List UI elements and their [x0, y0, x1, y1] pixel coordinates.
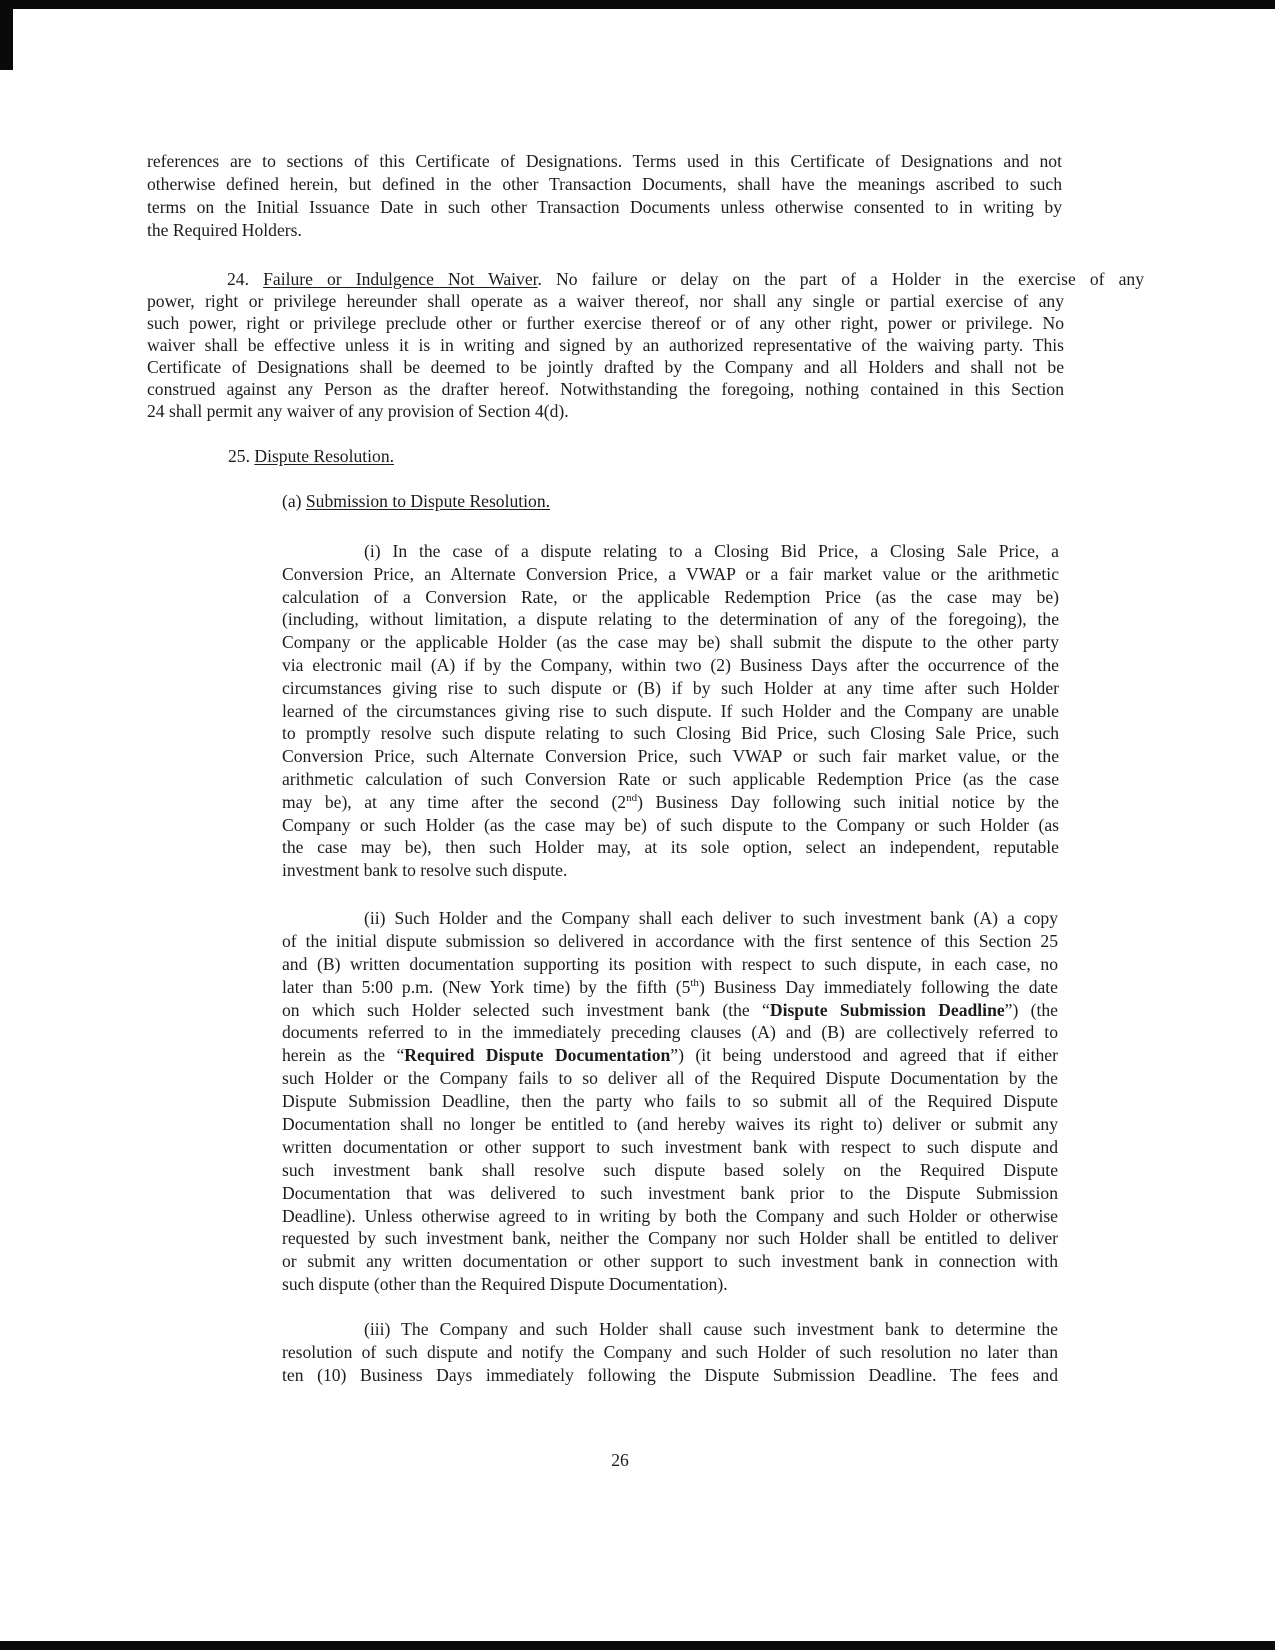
text-line: Company or the applicable Holder (as the case may be) shall submit the dispute to the other party — [282, 632, 1059, 653]
text-line: ten (10) Business Days immediately following the Dispute Submission Deadline. The fees and — [282, 1365, 1058, 1385]
text-line: such investment bank shall resolve such dispute based solely on the Required Dispute — [282, 1159, 1058, 1180]
text-line — [282, 976, 1058, 999]
paragraph-iii — [282, 1318, 1058, 1387]
text-line: (including, without limitation, a dispute relating to the determination of any of the foregoing), the — [282, 609, 1059, 630]
text-line — [282, 791, 1059, 814]
text-line: the Required Holders. — [147, 220, 302, 240]
text-line: and (B) written documentation supporting its position with respect to such dispute, in each case, no — [282, 953, 1058, 974]
text-line: circumstances giving rise to such dispute or (B) if by such Holder at any time after such Holder — [282, 677, 1059, 698]
subsection-title-end: . — [545, 491, 551, 511]
ordinal-suffix: nd — [626, 791, 638, 804]
subsection-a-heading — [282, 490, 550, 513]
text-line — [282, 999, 1058, 1022]
text-line: resolution of such dispute and notify the Company and such Holder of such resolution no later than — [282, 1342, 1058, 1362]
scan-border-top — [0, 0, 1275, 9]
text-line: documents referred to in the immediately preceding clauses (A) and (B) are collectively referred to — [282, 1022, 1058, 1043]
intro-paragraph — [147, 150, 1062, 242]
text-line: Company or such Holder (as the case may be) of such dispute to the Company or such Holder (as — [282, 814, 1059, 835]
section-24 — [147, 268, 1145, 422]
text-line: Conversion Price, such Alternate Conversion Price, such VWAP or such fair market value, or the — [282, 746, 1059, 767]
heading-line — [228, 445, 394, 468]
text-run: may be), at any time after the second (2 — [282, 791, 627, 812]
text-line: written documentation or other support to such investment bank with respect to such dispute and — [282, 1136, 1058, 1157]
text-line: of the initial dispute submission so delivered in accordance with the first sentence of this Section 25 — [282, 930, 1058, 951]
text-run: . No failure or delay on the part of a Holder in the exercise of any — [537, 269, 1145, 289]
subsection-label: (a) — [282, 491, 302, 511]
text-line: terms on the Initial Issuance Date in such other Transaction Documents unless otherwise consented to in writing by — [147, 197, 1062, 217]
text-line: construed against any Person as the drafter hereof. Notwithstanding the foregoing, nothing contained in this Section — [147, 379, 1064, 399]
section-title: Failure or Indulgence Not Waiver — [263, 269, 538, 289]
text-line: 24 shall permit any waiver of any provision of Section 4(d). — [147, 401, 569, 421]
text-line: Conversion Price, an Alternate Conversion Price, a VWAP or a fair market value or the arithmetic — [282, 563, 1059, 584]
text-line: waiver shall be effective unless it is in writing and signed by an authorized representative of the waiving party. This — [147, 335, 1064, 355]
text-line: otherwise defined herein, but defined in the other Transaction Documents, shall have the meanings ascribed to such — [147, 174, 1062, 194]
section-number: 25. — [228, 446, 250, 466]
text-line: calculation of a Conversion Rate, or the applicable Redemption Price (as the case may be) — [282, 586, 1059, 607]
text-line: Dispute Submission Deadline, then the party who fails to so submit all of the Required Dispute — [282, 1091, 1058, 1112]
text-run: later than 5:00 p.m. (New York time) by the fifth (5 — [282, 976, 691, 997]
scan-border-left — [0, 0, 13, 70]
defined-term: Dispute Submission Deadline — [769, 999, 1005, 1020]
paragraph-i — [282, 540, 1059, 882]
defined-term: Required Dispute Documentation — [404, 1045, 671, 1066]
text-line: references are to sections of this Certificate of Designations. Terms used in this Certificate of Designations and not — [147, 151, 1062, 171]
text-run: ) Business Day following such initial notice by the — [637, 791, 1059, 812]
text-line: Documentation that was delivered to such investment bank prior to the Dispute Submission — [282, 1182, 1058, 1203]
text-run: ) Business Day immediately following the date — [698, 976, 1058, 997]
text-line: such dispute (other than the Required Dispute Documentation). — [282, 1274, 728, 1295]
scan-border-bottom — [0, 1641, 1275, 1650]
text-line: requested by such investment bank, neither the Company nor such Holder shall be entitled to deliver — [282, 1228, 1058, 1249]
text-line: such power, right or privilege preclude other or further exercise thereof or of any other right, power or privilege. No — [147, 313, 1064, 333]
section-title-end: . — [389, 446, 395, 466]
text-line: (i) In the case of a dispute relating to a Closing Bid Price, a Closing Sale Price, a — [364, 541, 1059, 561]
paragraph-ii — [282, 907, 1058, 1296]
subsection-title: Submission to Dispute Resolution — [305, 491, 546, 511]
text-line: or submit any written documentation or other support to such investment bank in connection with — [282, 1251, 1058, 1272]
section-number: 24. — [227, 269, 249, 289]
text-line: arithmetic calculation of such Conversion Rate or such applicable Redemption Price (as the case — [282, 768, 1059, 789]
text-line: (ii) Such Holder and the Company shall each deliver to such investment bank (A) a copy — [364, 908, 1058, 928]
text-run: herein as the “ — [282, 1045, 405, 1066]
text-run: ”) (the — [1004, 999, 1058, 1020]
text-line: the case may be), then such Holder may, at its sole option, select an independent, reputable — [282, 837, 1059, 858]
text-line: Certificate of Designations shall be deemed to be jointly drafted by the Company and all Holders and shall not be — [147, 357, 1064, 377]
text-run: ”) (it being understood and agreed that if either — [670, 1045, 1058, 1066]
text-line: such Holder or the Company fails to so deliver all of the Required Dispute Documentation by the — [282, 1068, 1058, 1089]
text-line: investment bank to resolve such dispute. — [282, 860, 568, 881]
text-line — [282, 1044, 1058, 1067]
text-line: (iii) The Company and such Holder shall cause such investment bank to determine the — [364, 1319, 1058, 1339]
text-line: via electronic mail (A) if by the Company, within two (2) Business Days after the occurrence of the — [282, 654, 1059, 675]
text-line: Deadline). Unless otherwise agreed to in writing by both the Company and such Holder or otherwise — [282, 1205, 1058, 1226]
page-number: 26 — [611, 1450, 629, 1470]
ordinal-suffix: th — [690, 976, 699, 989]
text-line: learned of the circumstances giving rise to such dispute. If such Holder and the Company are unable — [282, 700, 1059, 721]
section-25-heading — [228, 445, 394, 468]
text-run: on which such Holder selected such investment bank (the “ — [282, 999, 770, 1020]
section-title: Dispute Resolution — [254, 446, 390, 466]
text-line: power, right or privilege hereunder shall operate as a waiver thereof, nor shall any single or partial exercise of any — [147, 291, 1064, 311]
text-line: Documentation shall no longer be entitled to (and hereby waives its right to) deliver or submit any — [282, 1114, 1058, 1135]
heading-line — [282, 490, 550, 513]
section-24-heading-line — [147, 268, 1144, 290]
text-line: to promptly resolve such dispute relating to such Closing Bid Price, such Closing Sale Price, such — [282, 723, 1059, 744]
